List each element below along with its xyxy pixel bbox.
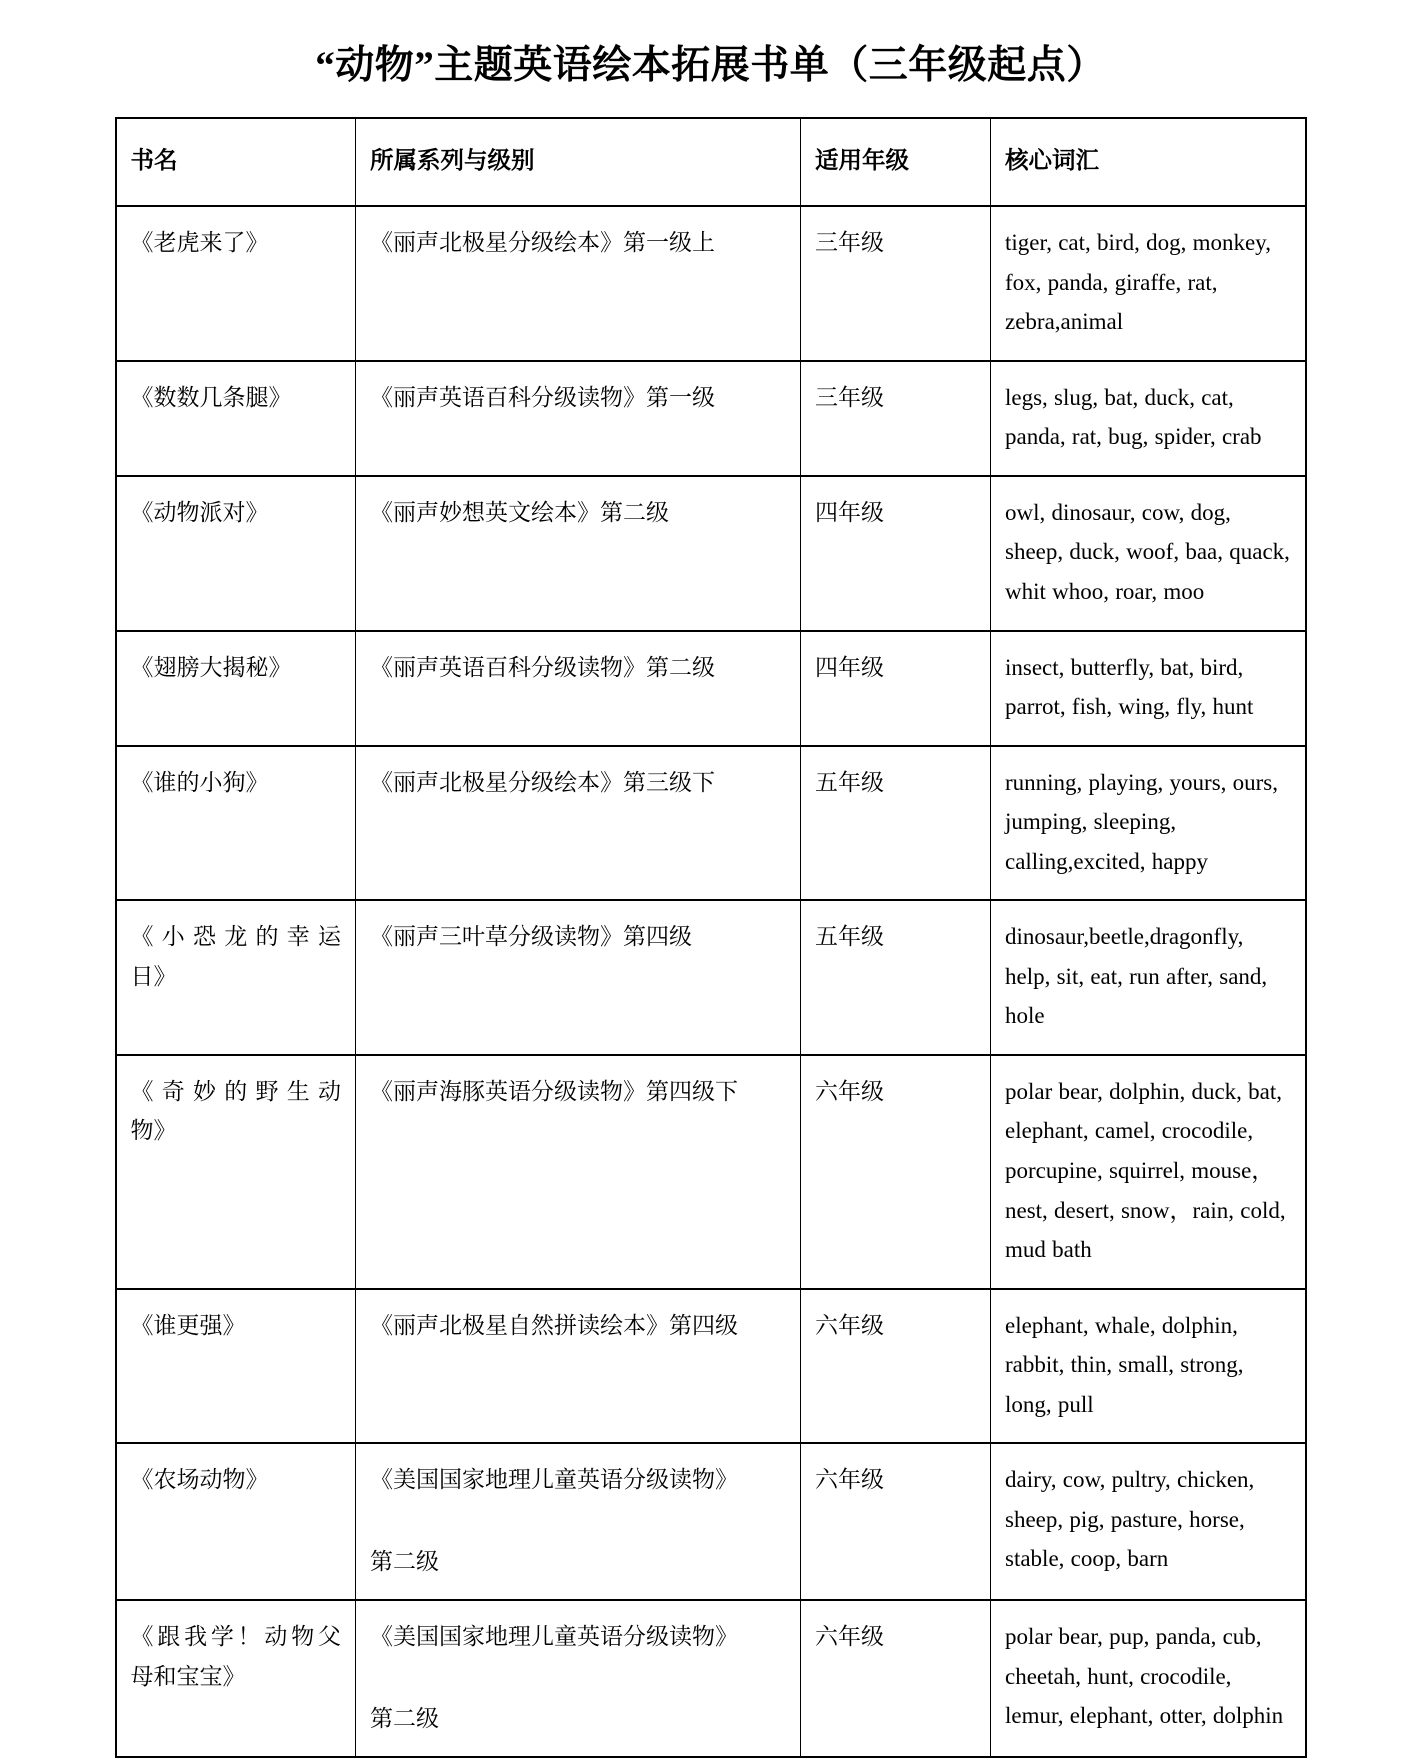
- vocabulary-text: legs, slug, bat, duck, cat, panda, rat, bug, spider, crab: [1005, 384, 1262, 450]
- book-title-line: 《谁更强》: [130, 1312, 246, 1338]
- table-row: [116, 746, 1306, 901]
- vocabulary-text: tiger, cat, bird, dog, monkey, fox, panda, giraffe, rat, zebra,animal: [1005, 230, 1271, 335]
- cell-vocabulary: [991, 1289, 1306, 1444]
- cell-book-title: [116, 746, 356, 901]
- cell-vocabulary: [991, 746, 1306, 901]
- cell-series-level: [356, 746, 801, 901]
- book-title-line: 《动物派对》: [130, 499, 269, 525]
- cell-grade: 六年级: [801, 1289, 991, 1444]
- series-level-line: 《丽声英语百科分级读物》第二级: [370, 654, 715, 680]
- vocabulary-text: insect, butterfly, bat, bird, parrot, fish, wing, fly, hunt: [1005, 654, 1254, 720]
- book-title-line: 《谁的小狗》: [130, 769, 269, 795]
- vocabulary-text: polar bear, pup, panda, cub, cheetah, hunt, crocodile, lemur, elephant, otter, dolphin: [1005, 1624, 1284, 1729]
- series-level-line: 《丽声三叶草分级读物》第四级: [370, 924, 692, 950]
- series-level-line: 《丽声英语百科分级读物》第一级: [370, 384, 715, 410]
- cell-series-level: [356, 476, 801, 631]
- cell-book-title: [116, 1443, 356, 1600]
- table-row: [116, 476, 1306, 631]
- column-header-series-level: 所属系列与级别: [356, 118, 801, 206]
- cell-book-title: [116, 476, 356, 631]
- cell-vocabulary: [991, 631, 1306, 746]
- cell-vocabulary: [991, 361, 1306, 476]
- cell-vocabulary: [991, 476, 1306, 631]
- cell-grade: 三年级: [801, 206, 991, 361]
- vocabulary-text: elephant, whale, dolphin, rabbit, thin, small, strong, long, pull: [1005, 1312, 1244, 1417]
- series-level-line: 第二级: [370, 1705, 439, 1731]
- cell-grade: 五年级: [801, 746, 991, 901]
- page-title: “动物”主题英语绘本拓展书单（三年级起点）: [315, 44, 1106, 87]
- cell-grade: 四年级: [801, 631, 991, 746]
- book-title-line: 《翅膀大揭秘》: [130, 654, 292, 680]
- vocabulary-text: dinosaur,beetle,dragonfly, help, sit, eat, run after, sand, hole: [1005, 924, 1268, 1029]
- table-row: [116, 900, 1306, 1055]
- series-level-line: 《丽声妙想英文绘本》第二级: [370, 499, 669, 525]
- table-row: [116, 361, 1306, 476]
- series-level-line: 第二级: [370, 1548, 439, 1574]
- series-level-line: 《美国国家地理儿童英语分级读物》: [370, 1467, 738, 1493]
- cell-series-level: [356, 361, 801, 476]
- cell-book-title: [116, 1055, 356, 1289]
- table-header: [116, 118, 1306, 206]
- cell-series-level: [356, 206, 801, 361]
- column-header-book-title: 书名: [116, 118, 356, 206]
- book-title-line: 《老虎来了》: [130, 230, 269, 256]
- column-header-grade: 适用年级: [801, 118, 991, 206]
- cell-series-level: [356, 900, 801, 1055]
- cell-vocabulary: [991, 206, 1306, 361]
- table-row: [116, 1289, 1306, 1444]
- book-list-table: [115, 117, 1307, 1758]
- vocabulary-text: running, playing, yours, ours, jumping, sleeping, calling,excited, happy: [1005, 769, 1279, 874]
- book-title-line: 物》: [130, 1118, 177, 1144]
- cell-vocabulary: [991, 1600, 1306, 1757]
- book-title-line: 《奇妙的野生动: [130, 1078, 341, 1104]
- vocabulary-text: polar bear, dolphin, duck, bat, elephant, camel, crocodile, porcupine, squirrel, mouse，nest, desert, snow，rain, cold, mud bath: [1005, 1078, 1286, 1263]
- cell-grade: 三年级: [801, 361, 991, 476]
- cell-book-title: [116, 1289, 356, 1444]
- cell-series-level: [356, 1055, 801, 1289]
- table-row: [116, 1055, 1306, 1289]
- book-title-line: 《农场动物》: [130, 1467, 269, 1493]
- table-row: [116, 1600, 1306, 1757]
- table-row: [116, 631, 1306, 746]
- book-title-line: 《数数几条腿》: [130, 384, 292, 410]
- book-title-line: 《小恐龙的幸运: [130, 924, 341, 950]
- cell-grade: 六年级: [801, 1600, 991, 1757]
- book-title-line: 《跟我学！动物父: [130, 1624, 341, 1650]
- series-level-line: 《丽声北极星自然拼读绘本》第四级: [370, 1312, 738, 1338]
- cell-vocabulary: [991, 1055, 1306, 1289]
- series-level-line: 《丽声北极星分级绘本》第三级下: [370, 769, 715, 795]
- table-row: [116, 1443, 1306, 1600]
- book-title-line: 母和宝宝》: [130, 1663, 246, 1689]
- cell-grade: 六年级: [801, 1055, 991, 1289]
- cell-book-title: [116, 361, 356, 476]
- cell-vocabulary: [991, 1443, 1306, 1600]
- cell-series-level: [356, 1289, 801, 1444]
- vocabulary-text: owl, dinosaur, cow, dog, sheep, duck, woof, baa, quack, whit whoo, roar, moo: [1005, 499, 1290, 604]
- cell-series-level: [356, 631, 801, 746]
- vocabulary-text: dairy, cow, pultry, chicken, sheep, pig, pasture, horse, stable, coop, barn: [1005, 1467, 1255, 1572]
- column-header-vocabulary: 核心词汇: [991, 118, 1306, 206]
- cell-grade: 六年级: [801, 1443, 991, 1600]
- cell-book-title: [116, 1600, 356, 1757]
- cell-series-level: [356, 1600, 801, 1757]
- cell-series-level: [356, 1443, 801, 1600]
- series-level-line: 《美国国家地理儿童英语分级读物》: [370, 1624, 738, 1650]
- cell-grade: 五年级: [801, 900, 991, 1055]
- cell-book-title: [116, 206, 356, 361]
- cell-book-title: [116, 900, 356, 1055]
- table-header-row: [116, 118, 1306, 206]
- series-level-line: 《丽声北极星分级绘本》第一级上: [370, 230, 715, 256]
- table-body: [116, 206, 1306, 1757]
- series-level-line: 《丽声海豚英语分级读物》第四级下: [370, 1078, 738, 1104]
- cell-grade: 四年级: [801, 476, 991, 631]
- cell-vocabulary: [991, 900, 1306, 1055]
- cell-book-title: [116, 631, 356, 746]
- table-row: [116, 206, 1306, 361]
- book-title-line: 日》: [130, 963, 177, 989]
